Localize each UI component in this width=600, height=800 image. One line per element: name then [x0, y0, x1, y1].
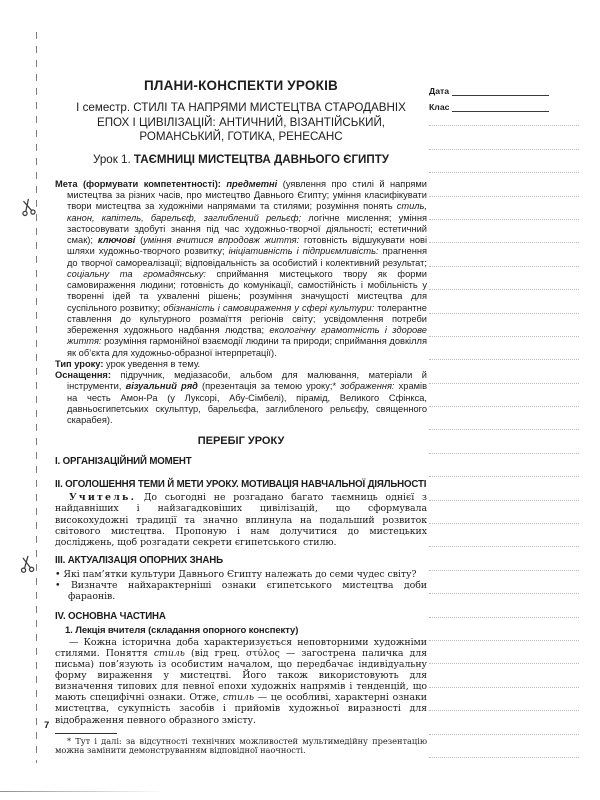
note-line [429, 360, 579, 383]
section-heading-announce: ІІ. ОГОЛОШЕННЯ ТЕМИ Й МЕТИ УРОКУ. МОТИВАЦІЯ НАВЧАЛЬНОЇ ДІЯЛЬНОСТІ [55, 479, 427, 491]
section-heading-main-part: IV. ОСНОВНА ЧАСТИНА [55, 610, 166, 622]
lesson-label: Урок 1. [92, 152, 134, 166]
note-line [429, 267, 579, 290]
equipment-paragraph: Оснащення: підручник, медіазасоби, альбом для малювання, матеріали й інструменти, візуальний ряд (презентація за темою уроку;* зображення: храмів на честь Амон-Ра (у Луксорі, Абу-Сімбелі), пірамід, Великого Сфінкса, давньоєгипетських скульптур, барельєфа, заглибленого рельєфу, священного скарабея). [55, 370, 428, 426]
note-line [429, 571, 579, 594]
footnote-rule [55, 733, 117, 734]
note-line [429, 524, 579, 547]
note-line [429, 314, 579, 337]
bullet-text: Які пам’ятки культури Давнього Єгипту належать до семи чудес світу? [63, 569, 417, 581]
recall-bullet-item [55, 580, 427, 602]
lecture-paragraph: — Кожна історична доба характеризується неповторними художніми стилями. Поняття стиль (від грец. στύλος — загострена паличка для письма) пов’язують із особистим началом, що передбачає індивідуальну форму вираження у мистецтві. Його також використовують для визначення типових для певної епохи художніх напрямів і тенденцій, що мають специфічні ознаки. Отже, стиль — це особливі, характерні ознаки мистецтва, сукупність засобів і прийомів художньої виразності для відображення певного образного змісту. [55, 636, 427, 726]
cut-dashed-line [36, 32, 37, 763]
note-line [429, 688, 579, 711]
section-heading-org: І. ОРГАНІЗАЦІЙНИЙ МОМЕНТ [55, 456, 192, 468]
teacher-paragraph: Учитель. До сьогодні не розгадано багато таємниць однієї з найдавніших і найзагадковіших цивілізацій, що сформувала високохудожні традиції та значно вплинула на подальший розвиток світового мистецтва. Пропоную і нам долучитися до мистецьких досліджень, щоб розгадати секрети єгипетського стилю. [55, 492, 427, 548]
note-line [429, 664, 579, 687]
note-line [429, 711, 579, 734]
scan-edge-artifact [0, 791, 165, 792]
meta-paragraph: Мета (формувати компетентності): предметні (уявлення про стилі й напрями мистецтва за різних часів, про мистецтво Давнього Єгипту; уміння класифікувати твори мистецтва за художніми напрямами та стилями; розуміння понять стиль, канон, капітель, барельєф, заглиблений рельєф; логічне мислення; уміння застосовувати здобуті знання під час художньо-творчої діяльності; естетичний смак); ключові (уміння вчитися впродовж життя: готовність відшукувати нові шляхи художньо-творчого розвитку; ініціативність і підприємливість: прагнення до творчої самореалізації; відповідальність за особистий і колективний результат; соціальну та громадянську: сприймання мистецького твору як форми самовираження людини; готовність до комунікації, самостійність і мобільність у творенні ідей та ухваленні рішень; розуміння значущості мистецтва для суспільного розвитку; обізнаність і самовираження у сфері культури: толерантне ставлення до культурного розмаїття регіонів світу; усвідомлення потреби збереження художнього надбання людства; екологічну грамотність і здорове життя: розуміння гармонійної взаємодії людини та природи; сприймання довкілля як об’єкта для художньо-образної інтерпретації). [55, 178, 428, 358]
note-line [429, 103, 579, 126]
note-line [429, 197, 579, 220]
note-line [429, 337, 579, 360]
note-line [429, 618, 579, 641]
note-line [429, 243, 579, 266]
bullet-marker: • [55, 569, 61, 581]
book-title: ПЛАНИ-КОНСПЕКТИ УРОКІВ [144, 78, 338, 93]
note-line [429, 501, 579, 524]
note-line [429, 454, 579, 477]
section-heading-recall: ІІІ. АКТУАЛІЗАЦІЯ ОПОРНИХ ЗНАНЬ [55, 555, 223, 567]
lesson-title: ТАЄМНИЦІ МИСТЕЦТВА ДАВНЬОГО ЄГИПТУ [133, 152, 390, 166]
lesson-heading [55, 153, 427, 166]
lesson-type-line: Тип уроку: урок уведення в тему. [55, 358, 201, 369]
note-line [429, 641, 579, 664]
note-line [429, 477, 579, 500]
note-line [429, 220, 579, 243]
date-label: Дата [429, 86, 450, 96]
note-line [429, 150, 579, 173]
note-line [429, 290, 579, 313]
date-blank-line [452, 84, 549, 96]
class-label: Клас [429, 102, 450, 112]
semester-subtitle: І семестр. СТИЛІ ТА НАПРЯМИ МИСТЕЦТВА СТАРОДАВНІХ ЕПОХ І ЦИВІЛІЗАЦІЙ: АНТИЧНИЙ, ВІЗАНТІЙСЬКИЙ, РОМАНСЬКИЙ, ГОТИКА, РЕНЕСАНС [76, 101, 406, 144]
note-line [429, 594, 579, 617]
margin-notes-column [429, 81, 579, 761]
note-line [429, 735, 579, 758]
note-line [429, 126, 579, 149]
footnote-text: * Тут і далі: за відсутності технічних можливостей мультимедійну презентацію можна замінити демонструванням відповідної наочності. [55, 735, 427, 756]
note-line [429, 173, 579, 196]
main-text-column [55, 78, 427, 756]
note-lines [429, 103, 579, 758]
note-line [429, 384, 579, 407]
bullet-marker: • [55, 580, 61, 592]
subsection-lecture-heading: 1. Лекція вчителя (складання опорного конспекту) [65, 624, 299, 636]
flow-heading: ПЕРЕБІГ УРОКУ [197, 435, 285, 448]
note-line [429, 547, 579, 570]
bullet-text: Визначте найхарактерніші ознаки єгипетського мистецтва доби фараонів. [68, 580, 428, 603]
recall-bullet-item [55, 569, 427, 580]
note-line [429, 407, 579, 430]
page-number: 7 [44, 720, 50, 731]
date-field [429, 81, 549, 96]
note-line [429, 430, 579, 453]
